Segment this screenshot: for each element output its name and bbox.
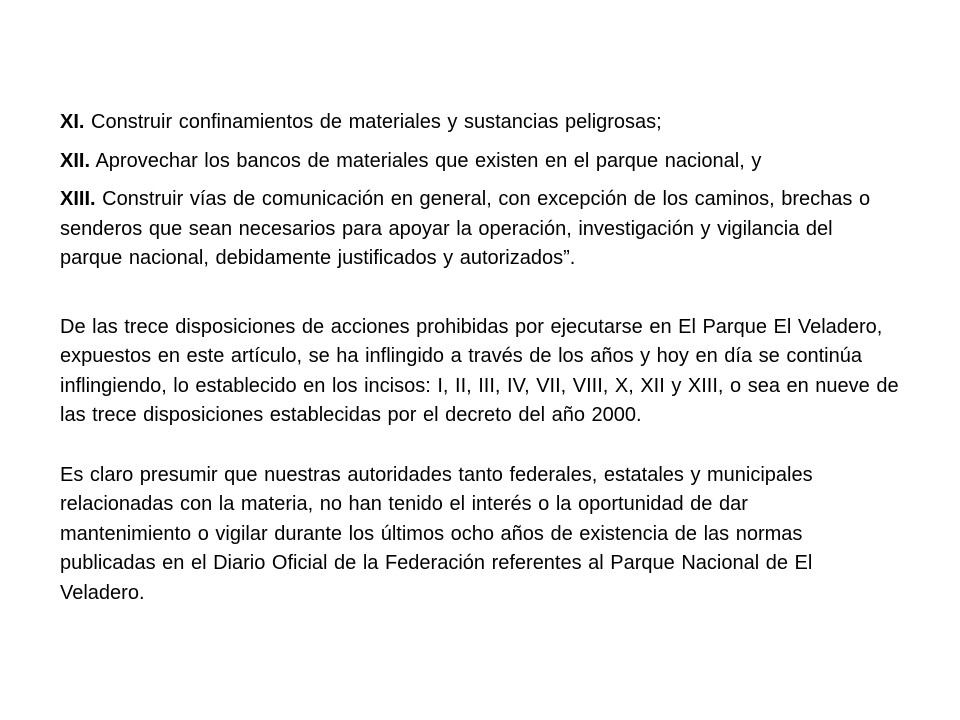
item-number: XII. — [60, 149, 91, 172]
paragraph-spacer — [60, 283, 920, 313]
paragraph-autoridades: Es claro presumir que nuestras autoridades tanto federales, estatales y municipales relacionadas con la materia, no han tenido el interés o la oportunidad de dar mantenimiento o vigilar durante los últimos ocho años de existencia de las normas publicadas en el Diario Oficial de la Federación referentes al Parque Nacional de El Veladero. — [60, 463, 813, 604]
document-body — [60, 108, 920, 608]
item-text: Construir confinamientos de materiales y sustancias peligrosas; — [84, 111, 662, 133]
list-item-xii — [60, 147, 920, 177]
paragraph-disposiciones: De las trece disposiciones de acciones prohibidas por ejecutarse en El Parque El Veladero, expuestos en este artículo, se ha inflingido a través de los años y hoy en día se continúa inflingiendo, lo establecido en los incisos: I, II, III, IV, VII, VIII, X, XII y XIII, o sea en nueve de las trece disposiciones establecidas por el decreto del año 2000. — [60, 315, 899, 426]
list-item-xi — [60, 108, 920, 138]
item-text: Construir vías de comunicación en general, con excepción de los caminos, brechas o senderos que sean necesarios para apoyar la operación, investigación y vigilancia del parque nacional, debidamente justificados y autorizados”. — [60, 188, 871, 269]
item-number: XIII. — [60, 188, 96, 210]
list-item-xiii — [60, 185, 900, 274]
paragraph-spacer — [60, 431, 920, 461]
item-text: Aprovechar los bancos de materiales que existen en el parque nacional, y — [90, 149, 762, 172]
item-number: XI. — [60, 111, 85, 133]
